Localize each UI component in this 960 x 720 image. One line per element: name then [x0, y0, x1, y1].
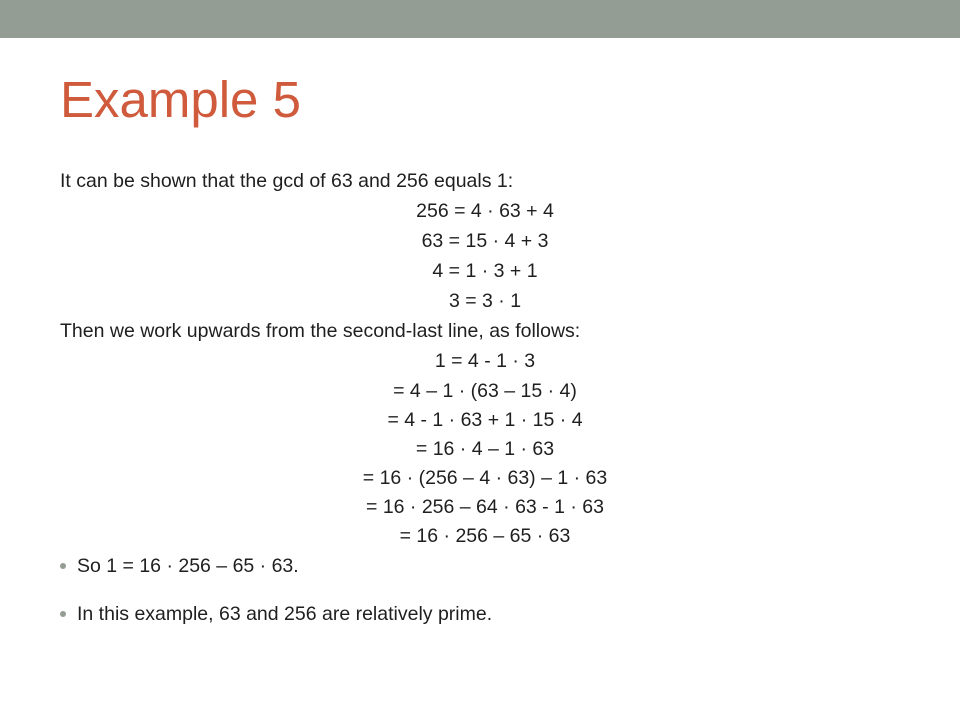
bullet-text: In this example, 63 and 256 are relatively prime.	[77, 603, 493, 625]
euclid-step: 256 = 4 · 63 + 4	[416, 200, 554, 222]
substitution-step: = 16 · 256 – 65 · 63	[399, 525, 571, 547]
bullet-icon	[60, 611, 66, 617]
bullet-text: So 1 = 16 · 256 – 65 · 63.	[77, 555, 299, 577]
euclid-step: 4 = 1 · 3 + 1	[432, 260, 538, 282]
euclid-step: 3 = 3 · 1	[448, 290, 522, 312]
substitution-step: = 16 · 4 – 1 · 63	[415, 438, 555, 460]
substitution-step: = 16 · 256 – 64 · 63 - 1 · 63	[366, 496, 604, 518]
substitution-step: = 4 – 1 · (63 – 15 · 4)	[393, 380, 577, 402]
substitution-step: 1 = 4 - 1 · 3	[434, 350, 536, 372]
slide-title: Example 5	[60, 71, 301, 128]
transition-text: Then we work upwards from the second-last line, as follows:	[60, 320, 581, 342]
substitution-step: = 16 · (256 – 4 · 63) – 1 · 63	[362, 467, 608, 489]
bullet-icon	[60, 563, 66, 569]
substitution-step: = 4 - 1 · 63 + 1 · 15 · 4	[387, 409, 583, 431]
euclid-step: 63 = 15 · 4 + 3	[421, 230, 549, 252]
top-accent-bar	[0, 0, 960, 38]
intro-text: It can be shown that the gcd of 63 and 256 equals 1:	[60, 170, 514, 192]
